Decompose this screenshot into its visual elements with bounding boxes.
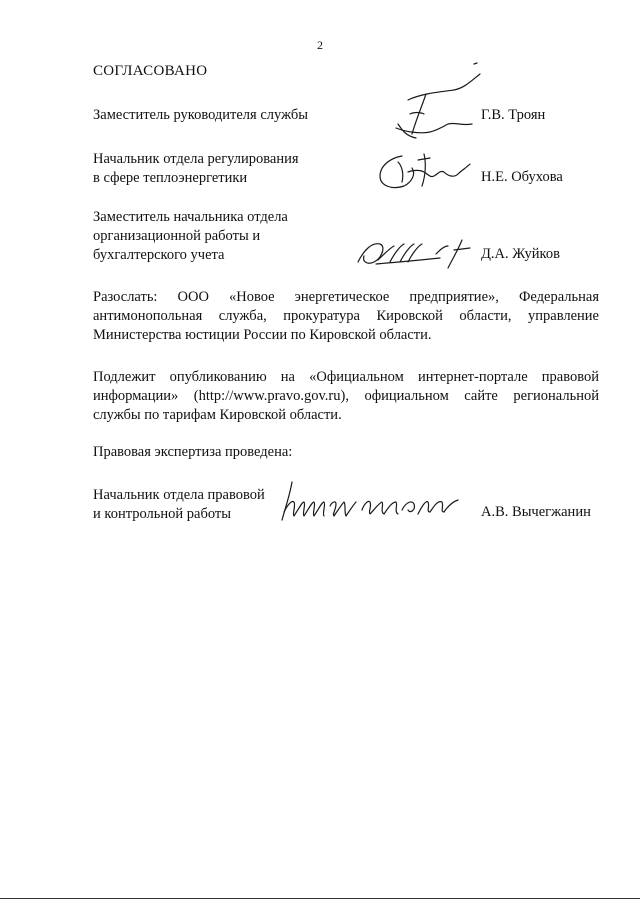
approver-2-position — [93, 150, 299, 188]
distribution-line-3: Министерства юстиции России по Кировской области. — [93, 327, 432, 343]
signature-obukhova-icon — [372, 146, 476, 194]
approver-1-position-line: Заместитель руководителя службы — [93, 107, 309, 123]
legal-signatory-name: А.В. Вычегжанин — [481, 504, 591, 520]
legal-signatory-position — [93, 486, 265, 524]
approval-heading: СОГЛАСОВАНО — [93, 63, 208, 79]
approver-3-name: Д.А. Жуйков — [481, 246, 560, 262]
approver-2-position-line-2: в сфере теплоэнергетики — [93, 170, 248, 186]
approver-3-position-line-3: бухгалтерского учета — [93, 247, 225, 263]
publication-line-1: Подлежит опубликованию на «Официальном интернет-портале правовой — [93, 369, 599, 385]
distribution-paragraph — [93, 288, 599, 345]
legal-signatory-position-line-1: Начальник отдела правовой — [93, 487, 265, 503]
legal-signatory-position-line-2: и контрольной работы — [93, 506, 231, 522]
approver-3-position — [93, 208, 288, 265]
signature-vychegzhanin-icon — [270, 476, 466, 526]
approver-3-position-line-2: организационной работы и — [93, 228, 261, 244]
approver-2-name: Н.Е. Обухова — [481, 169, 563, 185]
publication-line-2: информации» (http://www.pravo.gov.ru), официальном сайте региональной — [93, 388, 599, 404]
signature-troyan-icon — [376, 58, 488, 148]
distribution-line-2: антимонопольная служба, прокуратура Кировской области, управление — [93, 308, 599, 324]
approver-1-position — [93, 106, 308, 125]
signature-zhuikov-icon — [350, 232, 482, 274]
approver-1-name: Г.В. Троян — [481, 107, 546, 123]
page-bottom-edge — [0, 898, 640, 899]
publication-line-3: службы по тарифам Кировской области. — [93, 407, 342, 423]
approver-2-position-line-1: Начальник отдела регулирования — [93, 151, 299, 167]
page-number: 2 — [317, 38, 323, 52]
legal-review-note: Правовая экспертиза проведена: — [93, 444, 293, 460]
approver-3-position-line-1: Заместитель начальника отдела — [93, 209, 288, 225]
publication-paragraph — [93, 368, 599, 425]
distribution-line-1: Разослать: ООО «Новое энергетическое предприятие», Федеральная — [93, 289, 599, 305]
